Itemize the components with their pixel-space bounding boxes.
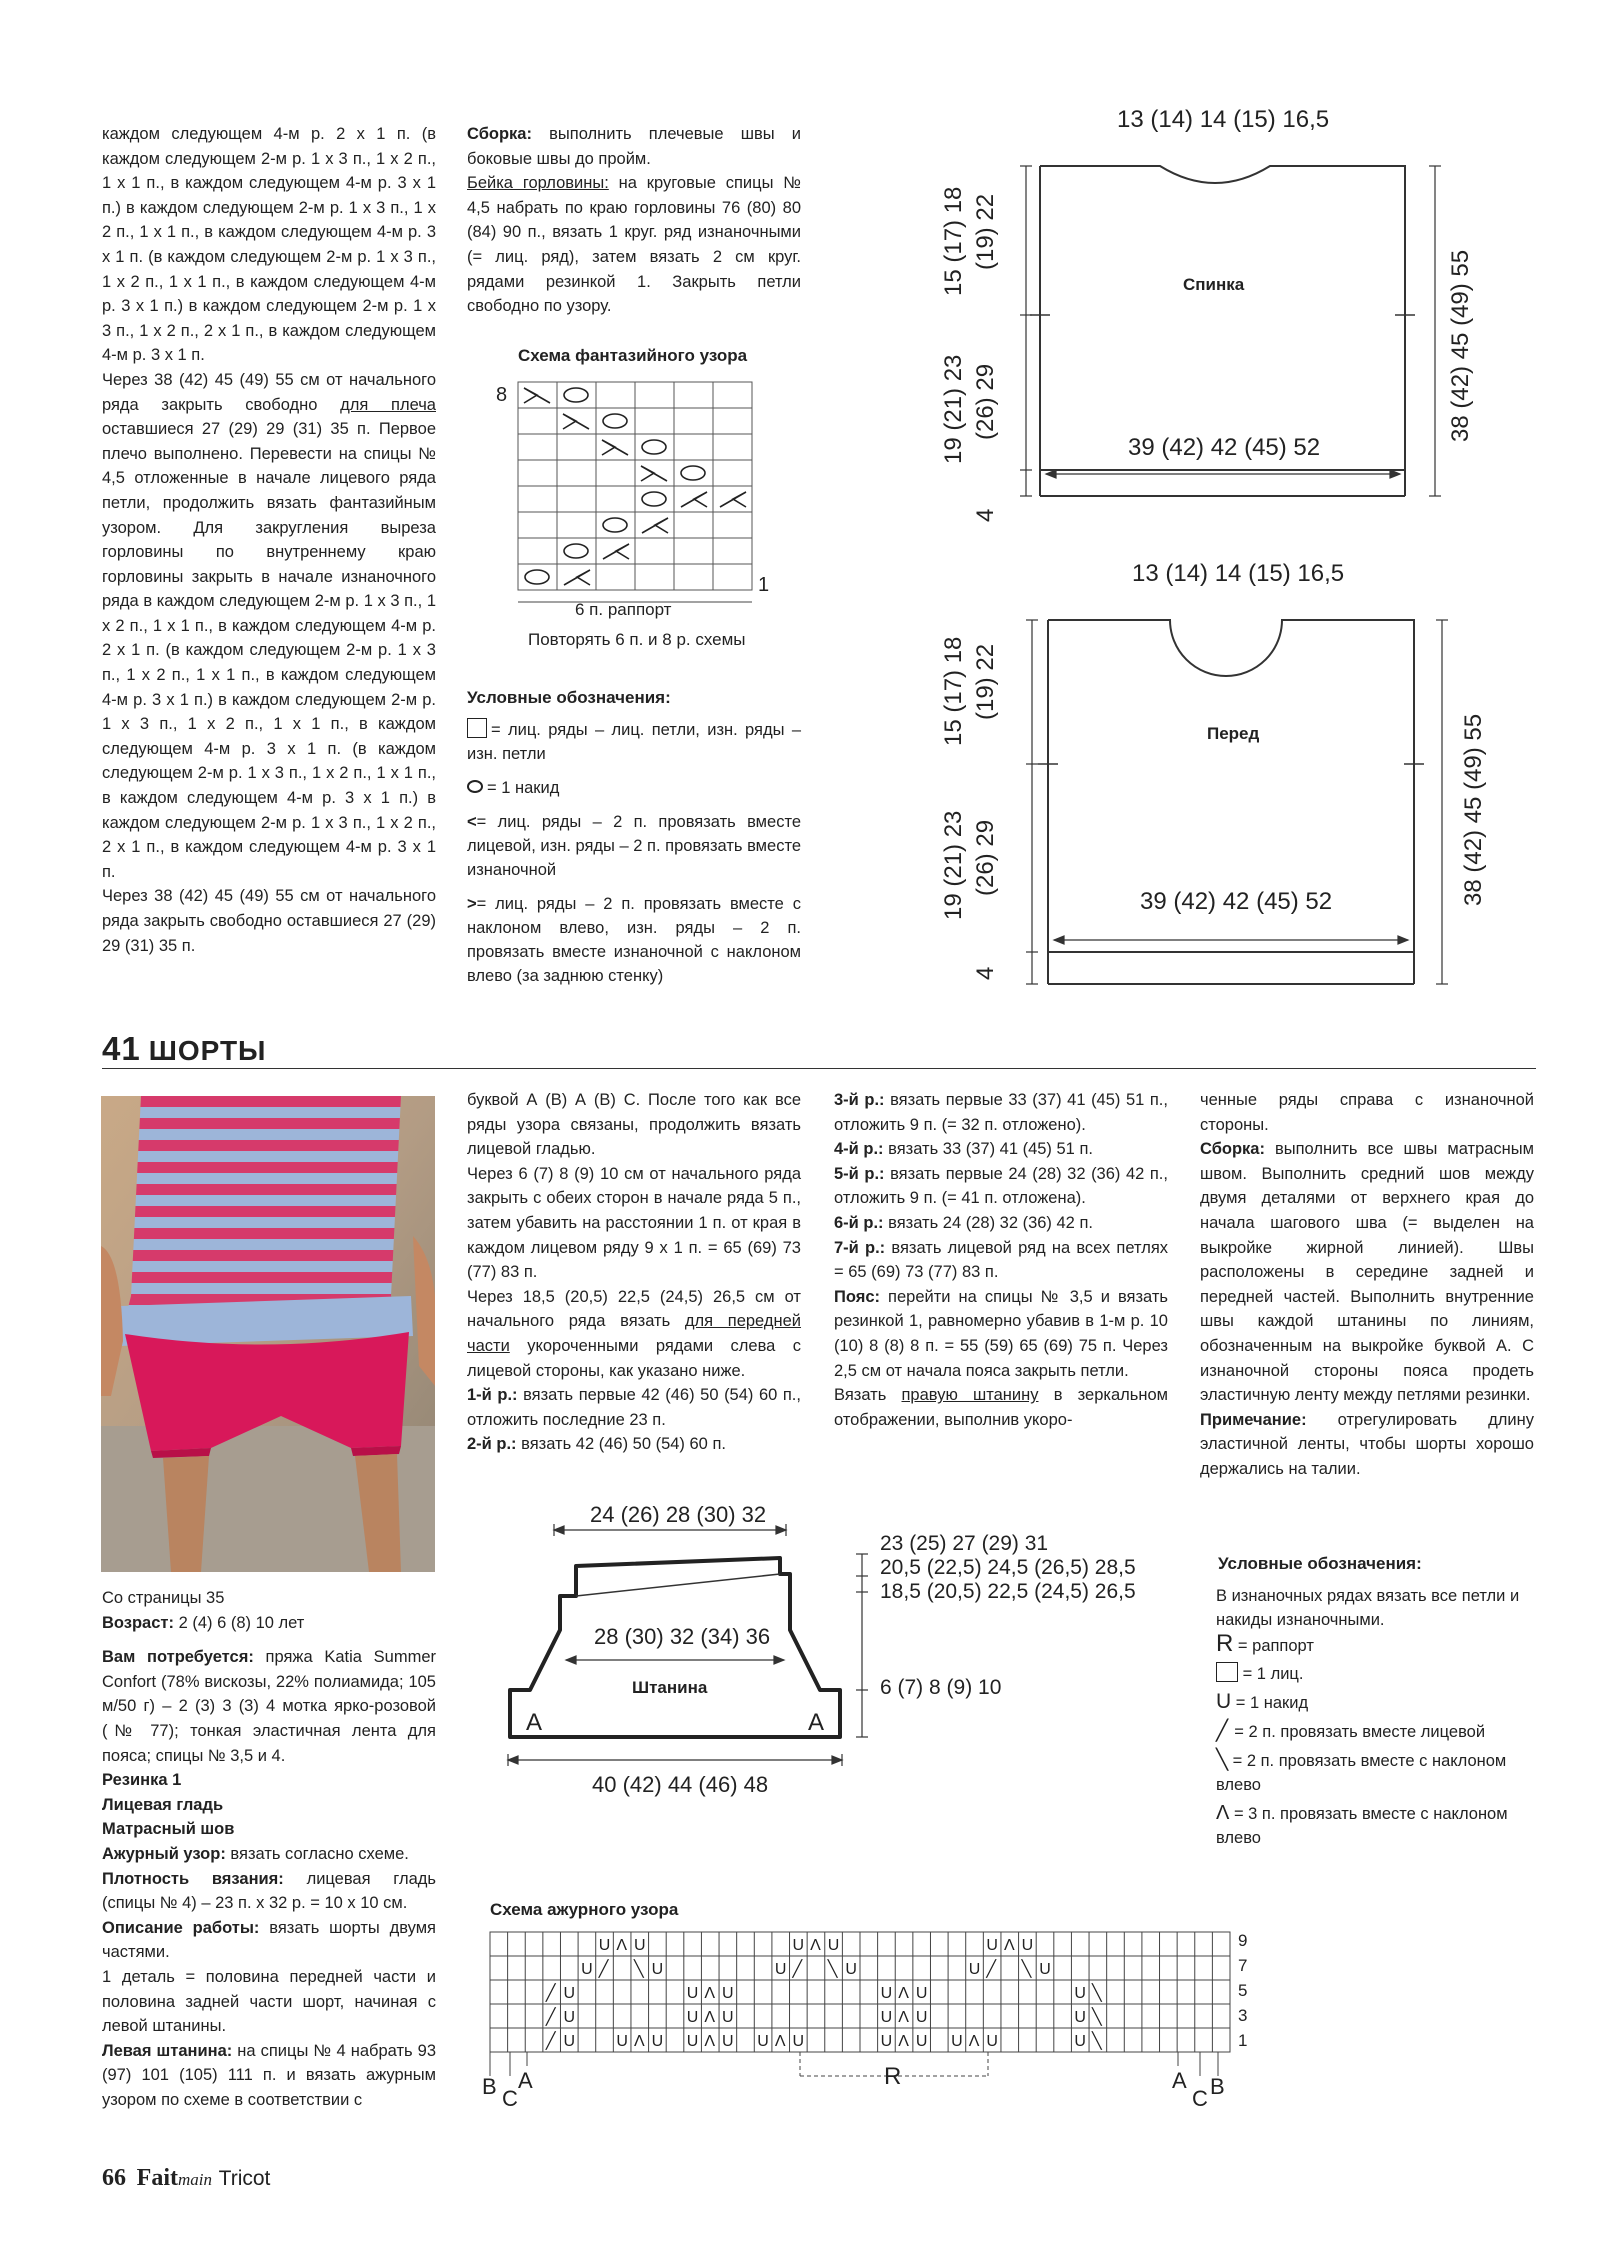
rapport-symbol: R [1216,1630,1234,1657]
legend-text: = 3 п. провязать вместе с наклоном влево [1216,1805,1508,1847]
brand-tricot: Tricot [218,2167,271,2190]
lace-stitch-symbol: U [915,1985,928,2002]
mark-b-left: B [482,2074,497,2099]
mark-a-right: A [1172,2068,1187,2093]
lace-stitch-symbol: U [880,2009,893,2026]
back-total-dimension: 38 (42) 45 (49) 55 [1447,249,1474,442]
paragraph: Через 38 (42) 45 (49) 55 см от начального ряда закрыть свободно оставшиеся 27 (29) 29 (31) 35 п. [102,887,436,955]
lace-stitch-symbol: Λ [633,2033,645,2050]
yo-symbol [681,466,705,480]
leg-a-left: A [526,1709,543,1736]
text-column-4 [467,1088,801,1457]
brand-main: main [178,2170,212,2189]
k2tog-symbol [642,518,668,533]
box-symbol [467,718,487,738]
paragraph: буквой А (В) А (В) С. После того как все ряды узора связаны, продолжить вязать лицевой гладью. [467,1091,801,1159]
front-schematic [930,560,1490,1000]
assembly-label: Сборка: [1200,1140,1265,1159]
legend-text: = 2 п. провязать вместе лицевой [1229,1723,1486,1741]
lace-stitch-symbol: Λ [898,2033,909,2050]
lace-stitch-symbol: ╲ [1092,2033,1102,2050]
legend2-ssk [1216,1748,1546,1797]
chart-rapport-label: 6 п. раппорт [575,600,672,619]
row-text: вязать 42 (46) 50 (54) 60 п. [516,1435,726,1454]
info-column [102,1586,436,2112]
fantasy-chart-title: Схема фантазийного узора [518,346,748,365]
row-text: вязать 33 (37) 41 (45) 51 п. [883,1140,1093,1159]
legend-text: = 2 п. провязать вместе с наклоном влево [1216,1752,1507,1794]
lace-text: вязать согласно схеме. [225,1844,409,1863]
legend2-intro: В изнаночных рядах вязать все петли и накиды изнаночными. [1216,1587,1520,1629]
lace-stitch-symbol: U [1074,2009,1086,2026]
yo-symbol [564,388,588,402]
lace-stitch-symbol: ╱ [545,2009,556,2026]
leg-bottom-dimension: 40 (42) 44 (46) 48 [592,1772,769,1797]
back-schematic [930,100,1490,540]
leg-name: Штанина [632,1678,708,1697]
front-side-dimension: 19 (21) 23 [940,810,967,920]
legend-text: = раппорт [1233,1637,1314,1655]
materials-label: Вам потребуется: [102,1648,254,1667]
density-label: Плотность вязания: [102,1869,284,1888]
lace-stitch-symbol: Λ [704,2009,716,2026]
row-label-5: 5 [1238,1981,1248,2000]
k2tog-icon: < [467,813,477,831]
leg-a-right: A [808,1709,825,1736]
front-name: Перед [1207,724,1260,743]
text-column-2 [467,122,801,319]
legend-text: = 1 накид [1231,1694,1309,1712]
front-armhole-dimension: 15 (17) 18 [940,636,967,746]
yo-symbol [603,518,627,532]
lace-stitch-symbol: Λ [774,2033,786,2050]
lace-stitch-symbol: U [686,1985,699,2002]
paragraph: Через 38 (42) 45 (49) 55 см от начального ряда закрыть свободно [102,370,436,414]
k2tog-symbol [681,492,707,507]
legend-4 [467,892,801,988]
lace-chart-title: Схема ажурного узора [490,1900,679,1919]
row-label-1: 1 [1238,2031,1248,2050]
k2tog-symbol [564,570,590,585]
description-text: вязать шорты двумя частями. [102,1918,436,1962]
front-side-dimension-2: (26) 29 [972,819,999,896]
shorts-photo [101,1096,435,1572]
rapport-label: R [884,2063,902,2090]
lace-stitch-symbol: Λ [616,1937,628,1954]
row-text: вязать лицевой ряд на всех петлях = 65 (69) 73 (77) 83 п. [834,1238,1169,1282]
belt-label: Пояс: [834,1287,881,1306]
ssk-symbol [524,388,550,403]
row-text: вязать первые 42 (46) 50 (54) 60 п., отложить последние 23 п. [467,1386,801,1429]
row-label-top: 8 [496,384,508,406]
lace-stitch-symbol: U [686,2009,699,2026]
leg-height-2: 20,5 (22,5) 24,5 (26,5) 28,5 [880,1556,1136,1579]
lace-stitch-symbol: U [616,2033,628,2050]
from-page: Со страницы 35 [102,1589,225,1607]
yo-symbol [642,492,666,506]
lace-stitch-symbol: U [880,2033,893,2050]
row-text: вязать первые 24 (28) 32 (36) 42 п., отложить 9 п. (= 41 п. отложена). [834,1164,1168,1208]
leg-height-4: 6 (7) 8 (9) 10 [880,1676,1002,1699]
legend-3 [467,810,801,882]
k2tog-symbol [720,492,746,507]
legend2-knit [1216,1662,1546,1686]
lace-pattern-chart [470,1926,1270,2116]
lace-stitch-symbol: U [581,1961,593,1978]
yo-symbol [603,414,627,428]
page-footer [102,2164,270,2192]
front-total-dimension: 38 (42) 45 (49) 55 [1460,713,1487,906]
legend-text: = 1 лиц. [1238,1665,1304,1683]
lace-stitch-symbol: U [880,1985,893,2002]
lace-row-labels [1238,1931,1247,2050]
section-divider [102,1068,1536,1069]
row-text: вязать первые 33 (37) 41 (45) 51 п., отложить 9 п. (= 32 п. отложено). [834,1091,1168,1134]
legend2-k2tog [1216,1719,1546,1744]
row-label: 4-й р.: [834,1140,884,1159]
yo-icon [467,780,483,793]
lace-stitch-symbol: U [1074,1985,1086,2002]
row-label: 2-й р.: [467,1435,517,1454]
left-leg-text: на спицы № 4 набрать 93 (97) 101 (105) 111 п. и вязать ажурным узором по схеме в соответствии с [102,2041,437,2109]
density-text: лицевая гладь (спицы № 4) – 23 п. х 32 р. = 10 х 10 см. [102,1869,436,1913]
section-number: 41 [102,1030,141,1067]
legend2-sk3 [1216,1801,1546,1850]
back-name: Спинка [1183,275,1245,294]
description-label: Описание работы: [102,1918,260,1937]
row-text: вязать 24 (28) 32 (36) 42 п. [883,1213,1093,1232]
lace-stitch-symbol: U [757,2033,769,2050]
back-side-dimension-2: (26) 29 [972,363,999,440]
lace-stitch-symbol: U [598,1937,611,1954]
note-label: Примечание: [1200,1410,1307,1429]
legend2-yo [1216,1690,1546,1715]
paragraph: в зеркальном отображении, выполнив укоро- [834,1386,1169,1429]
chart-repeat-label: Повторять 6 п. и 8 р. схемы [528,630,746,649]
page-number: 66 [102,2165,126,2191]
front-width-dimension: 39 (42) 42 (45) 52 [1140,888,1333,915]
legend-2 [467,776,801,800]
paragraph: Через 6 (7) 8 (9) 10 см от начального ряда закрыть с обеих сторон в начале ряда 5 п., затем убавить на расстоянии 1 п. от края в каждом лицевом ряду 9 х 1 п. = 65 (69) 73 (77) 83 п. [467,1164,801,1282]
row-label-9: 9 [1238,1931,1248,1950]
legend-text: = лиц. ряды – 2 п. провязать вместе лицевой, изн. ряды – 2 п. провязать вместе изнаночной [467,813,801,879]
yo-symbol [525,570,549,584]
lace-stitch-symbol: U [686,2033,699,2050]
neck-text: на круговые спицы № 4,5 набрать по краю горловины 76 (80) 80 (84) 90 п., вязать 1 круг. ряд изнаночными (= лиц. ряд), затем вязать 2 см круг. рядами резинкой 1. Закрыть петли свободно по узору. [467,174,801,316]
rib-stitch: Резинка 1 [102,1771,182,1790]
underlined-text: правую штанину [901,1386,1039,1405]
mattress-stitch: Матрасный шов [102,1820,235,1839]
ssk-symbol [563,414,589,429]
paragraph: Через 18,5 (20,5) 22,5 (24,5) 26,5 см от начального ряда вязать [467,1287,801,1331]
lace-stitch-symbol: U [722,1985,734,2002]
brand-fait: Fait [136,2165,178,2191]
k2tog-icon: ╱ [1216,1720,1230,1742]
lace-stitch-symbol: U [563,1985,576,2002]
lace-stitch-symbol: Λ [898,2009,909,2026]
legend-1 [467,718,801,766]
lace-stitch-symbol: U [986,2033,998,2050]
fantasy-pattern-chart [490,376,790,631]
lace-stitch-symbol: U [651,1961,664,1978]
paragraph: каждом следующем 4-м р. 2 х 1 п. (в каждом следующем 2-м р. 1 х 3 п., 1 х 2 п., 1 х 1 п., в каждом следующем 4-м р. 3 х 1 п.) в каждом следующем 2-м р. 1 х 3 п., 1 х 2 п., 1 х 1 п., в каждом следующем 4-м р. 3 х 1 п. (в каждом следующем 2-м р. 1 х 3 п., 1 х 2 п., 1 х 1 п., в каждом следующем 4-м р. 3 х 1 п.) в каждом следующем 2-м р. 1 х 3 п., 1 х 2 п., 2 х 1 п., в каждом следующем 4-м р. 3 х 1 п. [102,125,436,365]
text-column-1 [102,122,436,958]
legend-text: = лиц. ряды – 2 п. провязать вместе с наклоном влево, изн. ряды – 2 п. провязать вместе изнаночной с наклоном влево (за заднюю стенку) [467,895,801,985]
paragraph: Вязать [834,1386,902,1405]
leg-top-dimension: 24 (26) 28 (30) 32 [590,1502,767,1527]
lace-stitch-symbol: U [1021,1937,1034,1954]
lace-stitch-symbol: U [563,2009,576,2026]
paragraph: оставшиеся 27 (29) 29 (31) 35 п. Первое плечо выполнено. Перевести на спицы № 4,5 отложенные в начале лицевого ряда петли, продолжить вязать фантазийным узором. Для закругления выреза горловины по внутреннему краю горловины закрыть в начале изнаночного ряда в каждом следующем 2-м р. 1 х 3 п., 1 х 2 п., 1 х 1 п., в каждом следующем 4-м р. 2 х 1 п. (в каждом следующем 2-м р. 1 х 3 п., 1 х 2 п., 1 х 1 п., в каждом следующем 4-м р. 3 х 1 п.) в каждом следующем 2-м р. 1 х 3 п., 1 х 2 п., 1 х 1 п., в каждом следующем 4-м р. 3 х 1 п. (в каждом следующем 2-м р. 1 х 3 п., 1 х 2 п., 1 х 1 п., в каждом следующем 4-м р. 3 х 1 п.) в каждом следующем 2-м р. 1 х 3 п., 1 х 2 п., 2 х 1 п., в каждом следующем 4-м р. 3 х 1 п. [102,420,436,881]
lace-stitch-symbol: ╱ [545,1985,556,2002]
lace-stitch-symbol: U [986,1937,998,1954]
yo-symbol: U [1216,1690,1232,1713]
back-top-dimension: 13 (14) 14 (15) 16,5 [1117,106,1330,133]
left-leg-label: Левая штанина: [102,2041,233,2060]
back-armhole-dimension: 15 (17) 18 [940,186,967,296]
box-symbol [1216,1662,1238,1682]
assembly-text: выполнить все швы матрасным швом. Выполнить средний шов между двумя деталями от верхнего края до начала шагового шва (= выделен на выкройке жирной линией). Швы расположены в середине задней и передней частей. Выполнить внутренние швы каждой штанины по линиям, обозначенным на выкройке буквой А. С изнаночной стороны пояса продеть эластичную ленту между петлями резинки. [1200,1140,1534,1405]
photo-image [101,1096,435,1572]
lace-stitch-symbol: U [792,1937,805,1954]
lace-stitch-symbol: ╲ [827,1961,838,1978]
lace-label: Ажурный узор: [102,1844,226,1863]
neck-label: Бейка горловины: [467,174,609,193]
lace-stitch-symbol: U [563,2033,576,2050]
mark-b-right: B [1210,2074,1225,2099]
mark-c-right: C [1192,2086,1208,2111]
lace-stitch-symbol: U [792,2033,805,2050]
row-label: 6-й р.: [834,1213,884,1232]
legend2-block [1216,1584,1546,1850]
yo-symbol [642,440,666,454]
lace-stitch-symbol: U [774,1961,787,1978]
front-rib-dimension: 4 [972,966,999,980]
front-outline [1048,620,1414,984]
front-top-dimension: 13 (14) 14 (15) 16,5 [1132,560,1345,587]
lace-stitch-symbol: U [915,2033,928,2050]
lace-stitch-symbol: ╲ [1092,2009,1102,2026]
assembly-text: выполнить плечевые швы и боковые швы до пройм. [467,125,801,168]
sk3-icon: Λ [1216,1802,1230,1824]
front-armhole-dimension-2: (19) 22 [972,643,999,720]
lace-stitch-symbol: U [827,1937,840,1954]
lace-stitch-symbol: U [1074,2033,1086,2050]
assembly-label: Сборка: [467,125,532,143]
row-label: 5-й р.: [834,1164,885,1183]
row-label-7: 7 [1238,1956,1248,1975]
lace-stitch-symbol: U [722,2033,734,2050]
lace-stitch-symbol: U [651,2033,664,2050]
leg-schematic [490,1490,1170,1820]
lace-stitch-symbol: ╲ [633,1961,644,1978]
lace-stitch-symbol: Λ [968,2033,980,2050]
lace-stitch-symbol: ╲ [1092,1985,1102,2002]
lace-stitch-symbol: U [722,2009,734,2026]
ssk-icon: ╲ [1216,1749,1229,1771]
description-text-2: 1 деталь = половина передней части и половина задней части шорт, начиная с левой штанины. [102,1967,436,2036]
lace-stitch-symbol: ╱ [792,1961,803,1978]
lace-stitch-symbol: U [633,1937,646,1954]
back-side-dimension: 19 (21) 23 [940,354,967,464]
leg-mid-dimension: 28 (30) 32 (34) 36 [594,1624,771,1649]
mark-c-left: C [502,2086,518,2111]
age-label: Возраст: [102,1613,174,1632]
lace-stitch-symbol: ╲ [1021,1961,1032,1978]
back-rib-dimension: 4 [972,508,999,522]
age-value: 2 (4) 6 (8) 10 лет [174,1613,305,1632]
ssk-symbol [602,440,628,455]
k2tog-symbol [603,544,629,559]
legend2-rapport [1216,1632,1546,1658]
lace-stitch-symbol: ╱ [545,2033,556,2050]
legend-text: = лиц. ряды – лиц. петли, изн. ряды – изн. петли [467,721,801,763]
legend2-title: Условные обозначения: [1218,1554,1422,1573]
chart-grid [518,382,752,590]
back-armhole-dimension-2: (19) 22 [972,193,999,270]
lace-stitch-symbol: Λ [1003,1937,1015,1954]
row-label: 7-й р.: [834,1238,886,1257]
lace-stitch-symbol: U [915,2009,928,2026]
row-label-bottom: 1 [758,574,770,596]
underlined-text: для передней части [467,1312,802,1355]
yo-symbol [564,544,588,558]
lace-stitch-symbol: U [968,1961,981,1978]
leg-height-3: 18,5 (20,5) 22,5 (24,5) 26,5 [880,1580,1136,1603]
row-label: 1-й р.: [467,1386,518,1405]
lace-stitch-symbol: Λ [898,1985,909,2002]
mark-a-left: A [518,2068,533,2093]
row-label-3: 3 [1238,2006,1248,2025]
legend-title: Условные обозначения: [467,688,671,707]
lace-stitch-symbol: Λ [810,1937,821,1954]
lace-stitch-symbol: ╱ [598,1961,609,1978]
underlined-text: для плеча [340,395,436,414]
section-name: ШОРТЫ [148,1035,267,1066]
text-column-6 [1200,1088,1534,1482]
lace-stitch-symbol: U [951,2033,963,2050]
leg-height-1: 23 (25) 27 (29) 31 [880,1532,1049,1555]
paragraph: ченные ряды справа с изнаночной стороны. [1200,1091,1534,1134]
stockinette-stitch: Лицевая гладь [102,1795,224,1814]
lace-stitch-symbol: U [1039,1961,1051,1978]
note-text: отрегулировать длину эластичной ленты, чтобы шорты хорошо держались на талии. [1200,1410,1534,1478]
back-width-dimension: 39 (42) 42 (45) 52 [1128,434,1321,461]
ssk-symbol [641,466,667,481]
legend-text: = 1 накид [487,779,560,797]
lace-stitch-symbol: Λ [704,2033,716,2050]
belt-text: перейти на спицы № 3,5 и вязать резинкой 1, равномерно убавив в 1-м р. 10 (10) 8 (8) 8 п. = 55 (59) 65 (69) 75 п. Через 2,5 см от начала пояса закрыть петли. [834,1287,1168,1380]
section-title [102,1030,266,1068]
text-column-5 [834,1088,1168,1432]
row-label: 3-й р.: [834,1091,885,1109]
lace-symbols [545,1937,1103,2050]
ssk-icon: > [467,895,477,913]
paragraph: укороченными рядами слева с лицевой стороны, как указано ниже. [467,1336,801,1380]
lace-stitch-symbol: Λ [704,1985,716,2002]
lace-stitch-symbol: ╱ [986,1961,996,1978]
materials-text: пряжа Katia Summer Confort (78% вискозы, 22% полиамида; 105 м/50 г) – 2 (3) 3 (3) 4 мотка ярко-розовой (№ 77); тонкая эластичная лента для пояса; спицы № 3,5 и 4. [102,1648,436,1765]
lace-stitch-symbol: U [845,1961,857,1978]
